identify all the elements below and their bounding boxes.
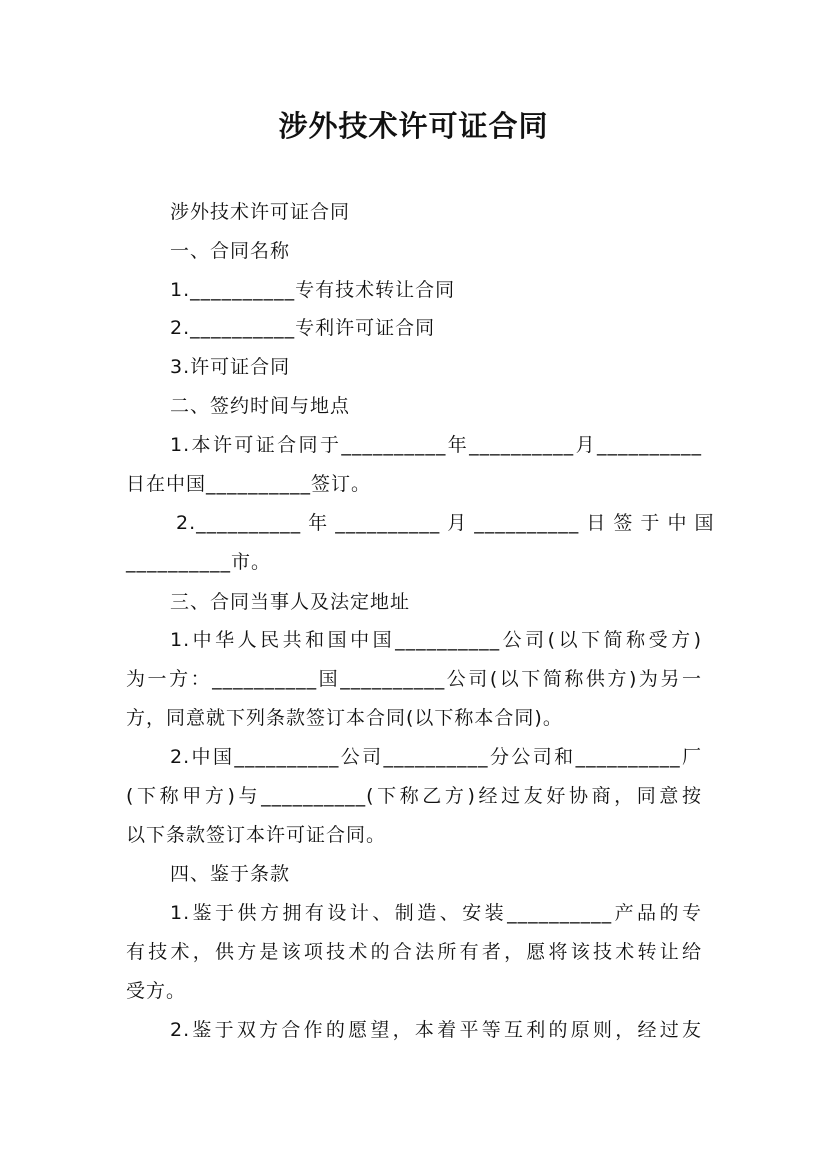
clause-1-1: 1.__________专有技术转让合同 [170,279,456,301]
clause-4-1-line-1: 1.鉴于供方拥有设计、制造、安装__________产品的专 [170,902,702,924]
clause-2-2-line-2: __________市。 [126,551,272,573]
clause-4-2-line-1: 2.鉴于双方合作的愿望，本着平等互利的原则，经过友 [170,1019,702,1041]
clause-1-3: 3.许可证合同 [170,356,291,378]
clause-2-1-line-1: 1.本许可证合同于__________年__________月__________ [170,434,702,456]
doc-line-heading: 涉外技术许可证合同 [170,201,351,223]
clause-2-2-line-1: 2.__________ 年 __________ 月 __________ 日 签 于 中 国 [176,512,715,534]
clause-4-1-line-3: 受方。 [126,980,187,1002]
document-title: 涉外技术许可证合同 [278,109,549,143]
section-heading-1: 一、合同名称 [170,240,291,262]
section-heading-3: 三、合同当事人及法定地址 [170,591,411,613]
clause-2-1-line-2: 日在中国__________签订。 [126,473,372,495]
clause-1-2: 2.__________专利许可证合同 [170,317,436,339]
clause-3-2-line-2: (下称甲方)与__________(下称乙方)经过友好协商，同意按 [126,785,702,807]
section-heading-4: 四、鉴于条款 [170,863,291,885]
clause-3-1-line-3: 方，同意就下列条款签订本合同(以下称本合同)。 [126,707,563,729]
clause-3-2-line-1: 2.中国__________公司__________分公司和__________厂 [170,746,702,768]
clause-4-1-line-2: 有技术，供方是该项技术的合法所有者，愿将该技术转让给 [126,941,702,963]
clause-3-2-line-3: 以下条款签订本许可证合同。 [126,824,387,846]
clause-3-1-line-1: 1.中华人民共和国中国__________公司(以下简称受方) [170,629,702,651]
section-heading-2: 二、签约时间与地点 [170,395,351,417]
clause-3-1-line-2: 为一方：__________国__________公司(以下简称供方)为另一 [126,668,702,690]
